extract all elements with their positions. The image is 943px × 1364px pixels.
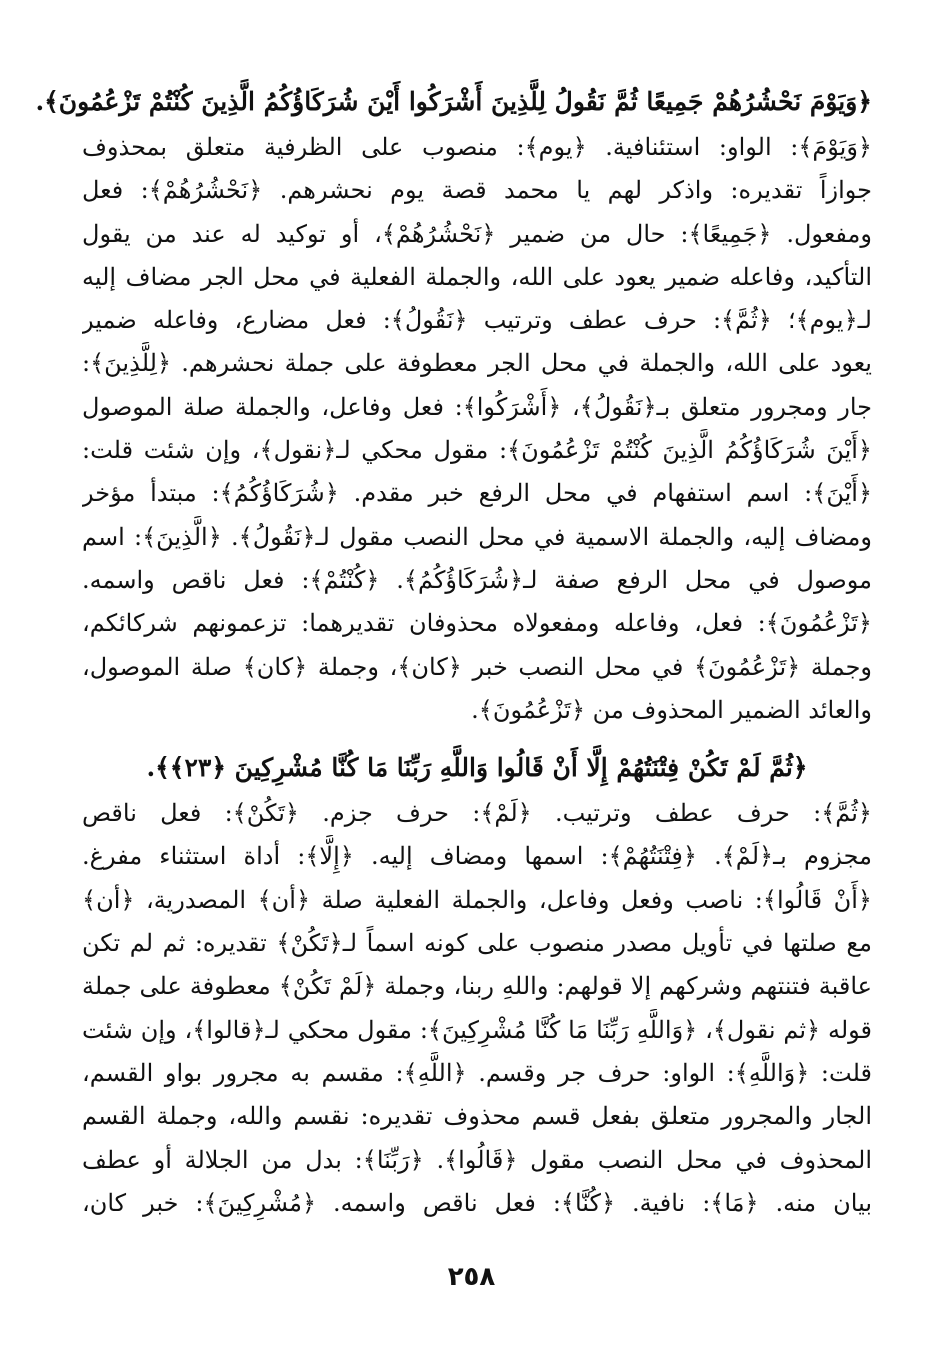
text-line: ومضاف إليه، والجملة الاسمية في محل النصب مقول لـ﴿نَقُولُ﴾. ﴿الَّذِينَ﴾: اسم [82,522,872,551]
text-line: جوازاً تقديره: واذكر لهم يا محمد قصة يوم نحشرهم. ﴿نَحْشُرُهُمْ﴾: فعل [82,176,872,205]
text-line: ﴿أَيْنَ شُرَكَاؤُكُمُ الَّذِينَ كُنْتُمْ تَزْعُمُونَ﴾: مقول محكي لـ﴿نقول﴾، وإن شئت قلت: [82,436,872,465]
text-line: بيان منه. ﴿مَا﴾: نافية. ﴿كُنَّا﴾: فعل ناقص واسمه. ﴿مُشْرِكِينَ﴾: خبر كان، [82,1188,872,1217]
text-line: ﴿تَزْعُمُونَ﴾: فعل، وفاعله ومفعولاه محذوفان تقديرهما: تزعمونهم شركائكم، [82,609,872,638]
page-number: ٢٥٨ [447,1262,496,1292]
page-body [35,80,872,1225]
text-line: ﴿ثُمَّ﴾: حرف عطف وترتيب. ﴿لَمْ﴾: حرف جزم. ﴿تَكُنْ﴾: فعل ناقص [82,799,872,828]
text-line: والعائد الضمير المحذوف من ﴿تَزْعُمُونَ﴾. [471,695,872,724]
text-line: ﴿وَيَوْمَ﴾: الواو: استئنافية. ﴿يوم﴾: منصوب على الظرفية متعلق بمحذوف [82,133,872,161]
text-line: عاقبة فتنتهم وشركهم إلا قولهم: واللهِ ربنا، وجملة ﴿لَمْ تَكُنْ﴾ معطوفة على جملة [82,972,872,1001]
ayah-heading-2: ﴿ثُمَّ لَمْ تَكُنْ فِتْنَتُهُمْ إِلَّا أَنْ قَالُوا وَاللَّهِ رَبِّنَا مَا كُنَّا مُشْرِكِينَ ﴿٢٣﴾﴾. [146,753,808,783]
text-line: ﴿أَيْنَ﴾: اسم استفهام في محل الرفع خبر مقدم. ﴿شُرَكَاؤُكُمُ﴾: مبتدأ مؤخر [82,479,872,508]
text-line: مجزوم بـ﴿لَمْ﴾. ﴿فِتْنَتُهُمْ﴾: اسمها ومضاف إليه. ﴿إِلَّا﴾: أداة استثناء مفرغ. [82,842,872,871]
text-line: ومفعول. ﴿جَمِيعًا﴾: حال من ضمير ﴿نَحْشُرُهُمْ﴾، أو توكيد له عند من يقول [82,219,872,248]
text-line: قلت: ﴿وَاللَّهِ﴾: الواو: حرف جر وقسم. ﴿اللَّهِ﴾: مقسم به مجرور بواو القسم، [82,1058,872,1087]
commentary-paragraph-1 [82,126,872,732]
text-line: الجار والمجرور متعلق بفعل قسم محذوف تقديره: نقسم والله، وجملة القسم [82,1102,872,1131]
text-line: المحذوف في محل النصب مقول ﴿قَالُوا﴾. ﴿رَبِّنَا﴾: بدل من الجلالة أو عطف [82,1145,872,1174]
text-line: مع صلتها في تأويل مصدر منصوب على كونه اسماً لـ﴿تَكُنْ﴾ تقديره: ثم لم تكن [82,929,872,958]
text-line: قوله ﴿ثم نقول﴾، ﴿وَاللَّهِ رَبِّنَا مَا كُنَّا مُشْرِكِينَ﴾: مقول محكي لـ﴿قالوا﴾، وإن شئت [82,1015,872,1044]
text-line: لـ﴿يوم﴾؛ ﴿ثُمَّ﴾: حرف عطف وترتيب ﴿نَقُولُ﴾: فعل مضارع، وفاعله ضمير [82,306,872,335]
text-line: التأكيد، وفاعله ضمير يعود على الله، والجملة الفعلية في محل الجر مضاف إليه [82,262,872,291]
text-line: يعود على الله، والجملة في محل الجر معطوفة على جملة نحشرهم. ﴿لِلَّذِينَ﴾: [82,349,872,378]
ayah-heading-1: ﴿وَيَوْمَ نَحْشُرُهُمْ جَمِيعًا ثُمَّ نَقُولُ لِلَّذِينَ أَشْرَكُوا أَيْنَ شُرَكَاؤُكُمُ الَّذِينَ كُنْتُمْ تَزْعُمُونَ﴾. [35,87,872,116]
text-line: وجملة ﴿تَزْعُمُونَ﴾ في محل النصب خبر ﴿كان﴾، وجملة ﴿كان﴾ صلة الموصول، [82,652,872,681]
text-line: موصول في محل الرفع صفة لـ﴿شُرَكَاؤُكُمُ﴾. ﴿كُنْتُمْ﴾: فعل ناقص واسمه. [82,565,872,594]
text-line: ﴿أَنْ قَالُوا﴾: ناصب وفعل وفاعل، والجملة الفعلية صلة ﴿أن﴾ المصدرية، ﴿أن﴾ [82,885,872,914]
commentary-paragraph-2 [82,792,872,1225]
text-line: جار ومجرور متعلق بـ﴿نَقُولُ﴾، ﴿أَشْرَكُوا﴾: فعل وفاعل، والجملة صلة الموصول [82,392,872,421]
